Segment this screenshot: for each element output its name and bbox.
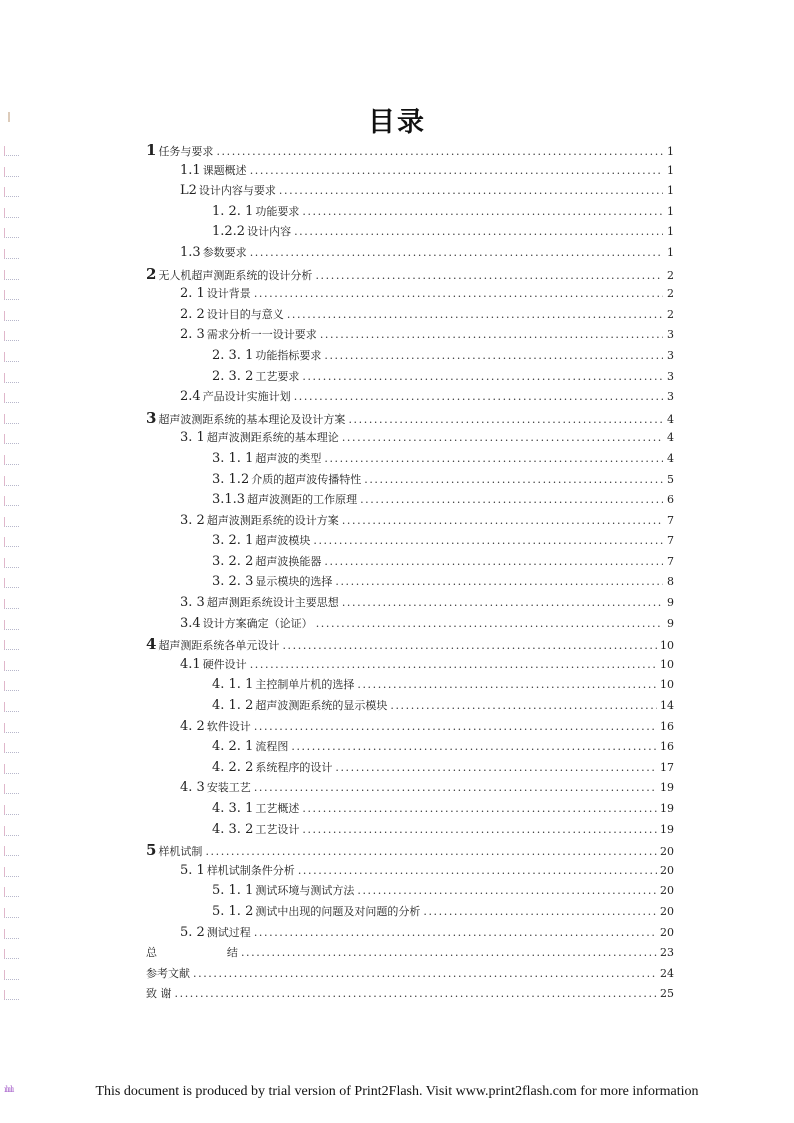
table-of-contents: [146, 141, 674, 1006]
toc-entry-text: 课题概述: [202, 163, 247, 177]
toc-entry[interactable]: [146, 450, 674, 471]
toc-leader-dots: [320, 328, 663, 341]
toc-entry[interactable]: [146, 141, 674, 162]
toc-page-number: 2: [667, 307, 674, 321]
margin-mark: [4, 800, 26, 821]
margin-mark: [4, 697, 26, 718]
margin-mark: [4, 429, 26, 450]
toc-entry-text: 参数要求: [202, 245, 247, 259]
toc-leader-dots: [294, 390, 663, 403]
toc-entry-label: [212, 821, 299, 837]
toc-entry-label: [180, 388, 291, 404]
toc-entry[interactable]: [146, 429, 674, 450]
toc-entry-number: 2. 3: [180, 327, 205, 343]
toc-leader-dots: [279, 184, 663, 197]
toc-entry[interactable]: [146, 409, 674, 430]
toc-leader-dots: [254, 720, 657, 733]
toc-entry[interactable]: [146, 306, 674, 327]
toc-page-number: 8: [667, 575, 674, 589]
margin-mark: [4, 635, 26, 656]
margin-mark: [4, 944, 26, 965]
toc-entry-label: [212, 532, 310, 548]
margin-mark: [4, 347, 26, 368]
toc-page-number: 1: [667, 184, 674, 198]
toc-entry-number: 5. 1. 2: [212, 903, 254, 919]
toc-leader-dots: [316, 617, 663, 630]
toc-entry-label: [146, 265, 312, 283]
toc-entry[interactable]: [146, 347, 674, 368]
toc-entry-text: 参考文献: [146, 966, 190, 980]
margin-mark: [4, 244, 26, 265]
toc-entry-text: 工艺设计: [255, 822, 300, 836]
toc-entry-text: 流程图: [255, 740, 289, 754]
toc-entry-text: 测试环境与测试方法: [255, 884, 355, 898]
toc-page-number: 3: [667, 369, 674, 383]
toc-entry-number: 1: [146, 141, 157, 159]
toc-entry-label: [180, 512, 339, 528]
toc-entry-number: 3. 1. 1: [212, 450, 254, 466]
toc-entry-label: [180, 718, 251, 734]
toc-page-number: 3: [667, 328, 674, 342]
toc-entry[interactable]: [146, 841, 674, 862]
toc-entry-text: 致 谢: [146, 987, 172, 1001]
toc-entry-text: 硬件设计: [202, 657, 247, 671]
margin-mark: [4, 223, 26, 244]
toc-entry-number: 3.1.3: [212, 492, 246, 508]
toc-page-number: 19: [660, 781, 674, 795]
toc-entry[interactable]: [146, 388, 674, 409]
toc-leader-dots: [390, 699, 657, 712]
toc-entry-label: [180, 429, 339, 445]
toc-page-number: 2: [667, 268, 674, 282]
toc-leader-dots: [302, 370, 663, 383]
toc-entry-label: [180, 615, 313, 631]
toc-entry-text: 总 结: [146, 946, 238, 960]
toc-page-number: 16: [660, 719, 674, 733]
toc-entry[interactable]: [146, 182, 674, 203]
toc-entry[interactable]: [146, 862, 674, 883]
toc-leader-dots: [291, 740, 657, 753]
toc-entry-number: 2. 3. 2: [212, 368, 254, 384]
toc-page-number: 16: [660, 740, 674, 754]
toc-entry-number: 4. 3: [180, 780, 205, 796]
toc-leader-dots: [335, 761, 657, 774]
toc-entry-text: 超声测距系统设计主要思想: [206, 596, 339, 610]
margin-mark: [4, 615, 26, 636]
toc-leader-dots: [335, 575, 663, 588]
toc-entry-number: 4. 2. 1: [212, 739, 254, 755]
toc-entry-text: 产品设计实施计划: [202, 390, 291, 404]
toc-entry[interactable]: [146, 532, 674, 553]
toc-entry-number: 4. 1. 1: [212, 677, 254, 693]
toc-entry-text: 样机试制: [158, 845, 203, 859]
toc-entry-label: [180, 594, 339, 610]
toc-leader-dots: [342, 514, 663, 527]
toc-leader-dots: [282, 639, 657, 652]
toc-entry-label: [212, 759, 332, 775]
toc-leader-dots: [254, 781, 657, 794]
toc-entry-label: [146, 409, 345, 427]
toc-entry-text: 工艺要求: [255, 369, 300, 383]
toc-leader-dots: [298, 864, 657, 877]
toc-page-number: 7: [667, 534, 674, 548]
toc-entry-number: L2: [180, 183, 197, 199]
toc-leader-dots: [364, 473, 663, 486]
margin-mark: [4, 368, 26, 389]
toc-page-number: 1: [667, 145, 674, 158]
toc-entry-label: [146, 141, 213, 159]
toc-entry[interactable]: [146, 223, 674, 244]
toc-entry-text: 无人机超声测距系统的设计分析: [158, 268, 313, 282]
toc-page-number: 1: [667, 225, 674, 239]
toc-entry[interactable]: [146, 512, 674, 533]
toc-leader-dots: [302, 205, 663, 218]
toc-entry[interactable]: [146, 924, 674, 945]
toc-entry-label: [180, 285, 251, 301]
toc-page-number: 4: [667, 451, 674, 465]
margin-mark: [4, 573, 26, 594]
toc-entry-label: [180, 862, 295, 878]
toc-entry-label: [212, 347, 321, 363]
toc-entry[interactable]: [146, 615, 674, 636]
toc-entry[interactable]: [146, 244, 674, 265]
toc-entry-text: 设计目的与意义: [206, 307, 284, 321]
toc-entry-label: [180, 924, 251, 940]
toc-entry[interactable]: [146, 676, 674, 697]
toc-entry-label: [212, 203, 299, 219]
toc-leader-dots: [250, 246, 663, 259]
toc-page-number: 6: [667, 493, 674, 507]
toc-entry-number: 4. 1. 2: [212, 698, 254, 714]
toc-entry-text: 介质的超声波传播特性: [251, 472, 362, 486]
toc-page-number: 24: [660, 966, 674, 980]
toc-page-number: 1: [667, 204, 674, 218]
toc-entry-label: [180, 656, 247, 672]
toc-entry[interactable]: [146, 965, 674, 986]
toc-page-number: 3: [667, 348, 674, 362]
toc-page-number: 25: [660, 987, 674, 1001]
toc-entry-text: 超声波换能器: [255, 554, 322, 568]
toc-entry-number: 5. 1: [180, 862, 205, 878]
margin-mark: [4, 182, 26, 203]
margin-mark: [4, 738, 26, 759]
margin-mark: [4, 779, 26, 800]
toc-entry[interactable]: [146, 779, 674, 800]
toc-leader-dots: [241, 946, 657, 959]
toc-entry-number: 5. 1. 1: [212, 883, 254, 899]
margin-mark: [4, 965, 26, 986]
margin-mark: [4, 985, 26, 1006]
toc-entry[interactable]: [146, 656, 674, 677]
toc-entry[interactable]: [146, 697, 674, 718]
toc-entry-text: 设计内容与要求: [198, 184, 276, 198]
toc-entry-number: 1.3: [180, 244, 201, 260]
toc-entry-number: 4. 2: [180, 718, 205, 734]
toc-entry[interactable]: [146, 285, 674, 306]
margin-mark: [4, 821, 26, 842]
page-title: 目录: [368, 107, 426, 138]
margin-mark: [4, 491, 26, 512]
toc-entry-number: 5: [146, 841, 157, 860]
toc-entry[interactable]: [146, 573, 674, 594]
toc-entry-text: 样机试制条件分析: [206, 863, 295, 877]
toc-page-number: 17: [660, 760, 674, 774]
toc-entry-number: 1.2.2: [212, 224, 246, 240]
toc-entry-number: 3.4: [180, 615, 201, 631]
toc-entry-number: 3: [146, 408, 157, 427]
toc-entry-text: 测试中出现的问题及对问题的分析: [255, 904, 421, 918]
margin-mark: [4, 471, 26, 492]
toc-entry-label: [212, 882, 354, 898]
toc-entry-label: [146, 635, 279, 653]
toc-entry[interactable]: [146, 718, 674, 739]
toc-entry-label: [212, 800, 299, 816]
toc-entry-text: 安装工艺: [206, 781, 251, 795]
toc-entry-number: 3. 2. 1: [212, 533, 254, 549]
toc-entry-label: [180, 306, 284, 322]
toc-entry-label: [180, 326, 317, 342]
toc-entry-label: [212, 368, 299, 384]
toc-page-number: 4: [667, 431, 674, 445]
toc-entry-text: 超声波模块: [255, 534, 311, 548]
toc-entry[interactable]: [146, 759, 674, 780]
toc-page-number: 10: [660, 678, 674, 692]
toc-page-number: 19: [660, 822, 674, 836]
toc-page-number: 7: [667, 513, 674, 527]
toc-page-number: 10: [660, 639, 674, 653]
toc-page-number: 9: [667, 596, 674, 610]
margin-mark: [4, 718, 26, 739]
toc-entry-number: 4. 2. 2: [212, 759, 254, 775]
toc-entry[interactable]: [146, 491, 674, 512]
toc-entry-label: [212, 553, 321, 569]
toc-entry[interactable]: [146, 882, 674, 903]
toc-entry-text: 设计背景: [206, 287, 251, 301]
toc-entry-label: [212, 903, 420, 919]
toc-entry-label: [146, 965, 190, 981]
toc-page-number: 20: [660, 845, 674, 859]
toc-leader-dots: [348, 413, 663, 426]
toc-page-number: 9: [667, 616, 674, 630]
margin-mark: [4, 306, 26, 327]
toc-leader-dots: [216, 145, 663, 158]
toc-page-number: 1: [667, 163, 674, 177]
toc-leader-dots: [315, 269, 663, 282]
trial-footer: This document is produced by trial version of Print2Flash. Visit www.print2flash.com for more information: [95, 1084, 699, 1099]
toc-leader-dots: [254, 926, 657, 939]
margin-mark: [4, 388, 26, 409]
margin-mark: [4, 594, 26, 615]
toc-entry[interactable]: [146, 800, 674, 821]
margin-mark: [4, 285, 26, 306]
toc-entry-number: 3. 2. 2: [212, 553, 254, 569]
toc-entry-number: 2. 3. 1: [212, 347, 254, 363]
toc-entry-text: 设计方案确定（论证）: [202, 616, 313, 630]
toc-entry-label: [212, 223, 291, 239]
toc-page-number: 20: [660, 884, 674, 898]
toc-entry-text: 测试过程: [206, 925, 251, 939]
toc-entry[interactable]: [146, 471, 674, 492]
toc-leader-dots: [313, 534, 663, 547]
margin-mark: [4, 553, 26, 574]
toc-leader-dots: [342, 431, 663, 444]
toc-leader-dots: [205, 845, 657, 858]
toc-leader-dots: [423, 905, 657, 918]
toc-entry[interactable]: [146, 903, 674, 924]
toc-page-number: 10: [660, 657, 674, 671]
margin-mark: [4, 326, 26, 347]
margin-marks: [4, 141, 26, 1006]
toc-entry-number: 2. 2: [180, 306, 205, 322]
margin-mark: [4, 924, 26, 945]
toc-entry-label: [180, 182, 276, 198]
margin-mark: [4, 162, 26, 183]
toc-entry[interactable]: [146, 738, 674, 759]
toc-leader-dots: [302, 802, 657, 815]
margin-mark: [4, 862, 26, 883]
toc-entry-text: 超声波测距系统的基本理论及设计方案: [158, 412, 346, 426]
toc-page-number: 23: [660, 946, 674, 960]
toc-entry-number: 3. 1: [180, 430, 205, 446]
margin-mark: [4, 656, 26, 677]
toc-entry-label: [180, 162, 247, 178]
margin-mark: [4, 676, 26, 697]
toc-entry-number: 2. 1: [180, 286, 205, 302]
toc-entry-label: [212, 573, 332, 589]
toc-leader-dots: [250, 164, 663, 177]
margin-mark: [4, 203, 26, 224]
toc-entry-label: [212, 697, 387, 713]
toc-entry-label: [212, 491, 357, 507]
toc-page-number: 7: [667, 554, 674, 568]
margin-mark: [4, 532, 26, 553]
toc-leader-dots: [324, 452, 663, 465]
toc-entry-text: 显示模块的选择: [255, 575, 333, 589]
toc-entry-text: 超声波测距系统的设计方案: [206, 513, 339, 527]
toc-entry-text: 需求分析一一设计要求: [206, 328, 317, 342]
toc-entry-text: 超声波测距的工作原理: [247, 493, 358, 507]
toc-entry[interactable]: [146, 368, 674, 389]
toc-entry[interactable]: [146, 203, 674, 224]
toc-entry[interactable]: [146, 944, 674, 965]
toc-leader-dots: [287, 308, 663, 321]
toc-entry-label: [212, 471, 361, 487]
toc-entry-label: [146, 985, 172, 1001]
toc-entry-number: 4. 3. 1: [212, 801, 254, 816]
toc-entry[interactable]: [146, 162, 674, 183]
toc-entry-text: 功能要求: [255, 204, 300, 218]
toc-entry-number: 4: [146, 635, 157, 654]
toc-page-number: 19: [660, 802, 674, 815]
toc-entry-number: 4. 3. 2: [212, 821, 254, 837]
print2flash-icon: ılıılı: [4, 1085, 14, 1094]
toc-entry-text: 功能指标要求: [255, 348, 322, 362]
margin-mark: [4, 882, 26, 903]
margin-mark: [4, 903, 26, 924]
toc-entry-text: 超声波测距系统的显示模块: [255, 699, 388, 713]
toc-entry[interactable]: [146, 821, 674, 842]
toc-entry-label: [212, 450, 321, 466]
margin-mark: [4, 512, 26, 533]
toc-entry[interactable]: [146, 553, 674, 574]
toc-entry-text: 设计内容: [247, 225, 292, 239]
toc-leader-dots: [342, 596, 663, 609]
toc-entry-text: 超声波测距系统的基本理论: [206, 431, 339, 445]
margin-mark: [4, 265, 26, 286]
margin-mark: [4, 141, 26, 162]
toc-leader-dots: [250, 658, 657, 671]
toc-page-number: 14: [660, 699, 674, 713]
toc-leader-dots: [357, 884, 657, 897]
toc-entry[interactable]: [146, 326, 674, 347]
toc-entry-number: 3. 2. 3: [212, 574, 254, 590]
toc-entry-number: 1.1: [180, 162, 201, 178]
toc-page-number: 20: [660, 863, 674, 877]
margin-mark: [4, 841, 26, 862]
toc-entry-label: [146, 944, 238, 960]
toc-entry-label: [212, 676, 354, 692]
toc-entry[interactable]: [146, 594, 674, 615]
toc-entry-number: 4.1: [180, 656, 201, 672]
margin-mark: [4, 409, 26, 430]
toc-page-number: 2: [667, 287, 674, 301]
toc-entry-text: 主控制单片机的选择: [255, 678, 355, 692]
toc-entry[interactable]: [146, 265, 674, 286]
toc-entry-label: [212, 738, 288, 754]
toc-leader-dots: [360, 493, 663, 506]
toc-entry-number: 2.4: [180, 389, 201, 405]
toc-entry-number: 3. 1.2: [212, 471, 250, 487]
toc-entry-number: 5. 2: [180, 924, 205, 940]
toc-leader-dots: [324, 555, 663, 568]
toc-leader-dots: [294, 225, 663, 238]
toc-leader-dots: [254, 287, 663, 300]
toc-entry-text: 任务与要求: [158, 145, 214, 158]
toc-entry-text: 超声波的类型: [255, 451, 322, 465]
toc-page-number: 1: [667, 245, 674, 259]
toc-entry-label: [180, 244, 247, 260]
toc-entry-number: 3. 3: [180, 595, 205, 611]
toc-entry[interactable]: [146, 985, 674, 1006]
toc-page-number: 5: [667, 472, 674, 486]
toc-page-number: 20: [660, 904, 674, 918]
margin-mark: [4, 759, 26, 780]
toc-entry-text: 工艺概述: [255, 802, 300, 815]
margin-mark: [4, 450, 26, 471]
toc-leader-dots: [324, 349, 663, 362]
toc-page-number: 20: [660, 925, 674, 939]
toc-entry-number: 3. 2: [180, 512, 205, 528]
toc-leader-dots: [302, 823, 657, 836]
toc-entry-label: [180, 779, 251, 795]
toc-leader-dots: [175, 987, 658, 1000]
toc-entry-text: 系统程序的设计: [255, 760, 333, 774]
toc-entry-text: 超声测距系统各单元设计: [158, 639, 280, 653]
toc-leader-dots: [357, 678, 657, 691]
toc-entry-number: 1. 2. 1: [212, 203, 254, 219]
toc-entry-number: 2: [146, 264, 157, 283]
toc-entry[interactable]: [146, 635, 674, 656]
toc-page-number: 4: [667, 412, 674, 426]
toc-page-number: 3: [667, 390, 674, 404]
toc-entry-label: [146, 841, 202, 859]
toc-entry-text: 软件设计: [206, 719, 251, 733]
toc-leader-dots: [193, 967, 657, 980]
